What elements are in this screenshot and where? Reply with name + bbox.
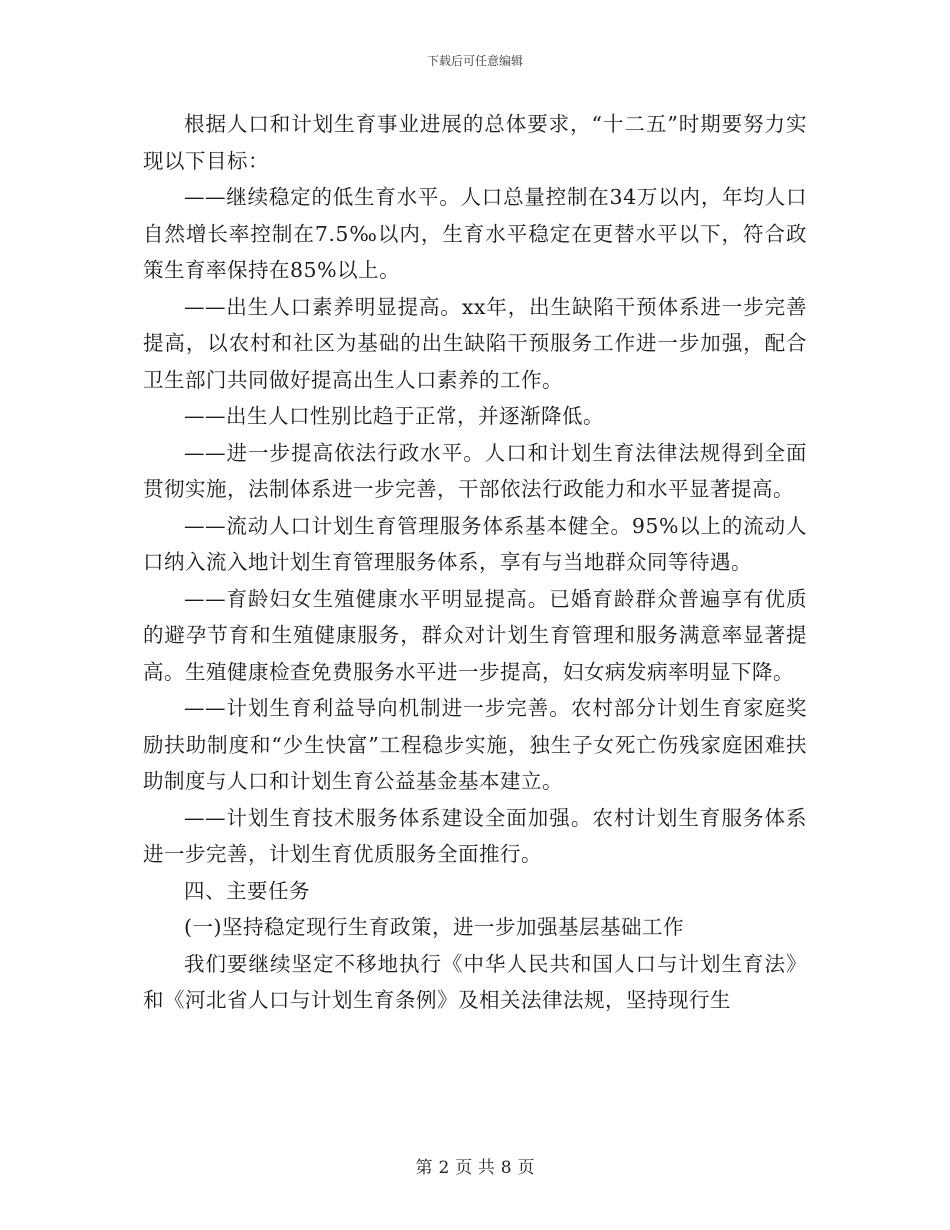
- paragraph: ——继续稳定的低生育水平。人口总量控制在34万以内，年均人口自然增长率控制在7.5‰以内，生育水平稳定在更替水平以下，符合政策生育率保持在85%以上。: [143, 185, 807, 282]
- section-heading: 四、主要任务: [184, 878, 310, 903]
- footer-prefix: 第: [415, 1158, 433, 1178]
- page-header-note: 下载后可任意编辑: [426, 54, 523, 68]
- total-page-number: 8: [500, 1158, 512, 1178]
- footer-suffix: 页: [517, 1158, 535, 1178]
- document-body: [143, 106, 807, 1019]
- paragraph: 根据人口和计划生育事业进展的总体要求，“十二五”时期要努力实现以下目标：: [143, 112, 807, 173]
- paragraph: ——出生人口素养明显提高。xx年，出生缺陷干预体系进一步完善提高，以农村和社区为基础的出生缺陷干预服务工作进一步加强，配合卫生部门共同做好提高出生人口素养的工作。: [143, 294, 807, 392]
- paragraph: ——育龄妇女生殖健康水平明显提高。已婚育龄群众普遍享有优质的避孕节育和生殖健康服务，群众对计划生育管理和服务满意率显著提高。生殖健康检查免费服务水平进一步提高，妇女病发病率明显下降。: [143, 586, 807, 684]
- subsection-heading: (一)坚持稳定现行生育政策，进一步加强基层基础工作: [184, 915, 684, 939]
- paragraph: ——进一步提高依法行政水平。人口和计划生育法律法规得到全面贯彻实施，法制体系进一步完善，干部依法行政能力和水平显著提高。: [143, 440, 807, 501]
- footer-middle: 页 共: [455, 1158, 495, 1178]
- paragraph: ——流动人口计划生育管理服务体系基本健全。95%以上的流动人口纳入流入地计划生育管理服务体系，享有与当地群众同等待遇。: [143, 513, 807, 574]
- paragraph: ——计划生育利益导向机制进一步完善。农村部分计划生育家庭奖励扶助制度和“少生快富”工程稳步实施，独生子女死亡伤残家庭困难扶助制度与人口和计划生育公益基金基本建立。: [143, 696, 807, 793]
- page-number-footer: [0, 1153, 950, 1178]
- current-page-number: 2: [438, 1158, 450, 1178]
- paragraph: ——计划生育技术服务体系建设全面加强。农村计划生育服务体系进一步完善，计划生育优质服务全面推行。: [143, 805, 807, 866]
- paragraph: 我们要继续坚定不移地执行《中华人民共和国人口与计划生育法》和《河北省人口与计划生育条例》及相关法律法规，坚持现行生: [143, 951, 807, 1012]
- paragraph: ——出生人口性别比趋于正常，并逐渐降低。: [184, 404, 604, 428]
